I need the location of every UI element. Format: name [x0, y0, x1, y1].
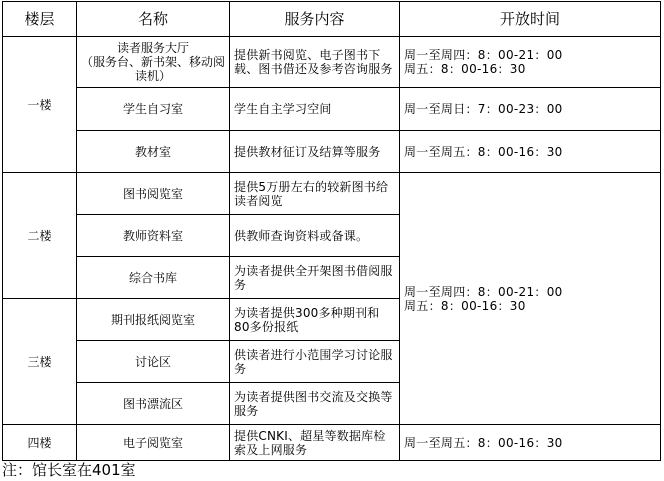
header-row — [3, 2, 661, 37]
service-cell: 提供CNKI、超星等数据库检索及上网服务 — [230, 425, 400, 461]
hours-line: 周一至周四：8：00-21：00 — [404, 284, 563, 299]
service-cell: 为读者提供300多种期刊和80多份报纸 — [230, 299, 400, 341]
room-name-cell: 图书漂流区 — [77, 383, 230, 425]
service-cell: 为读者提供图书交流及交换等服务 — [230, 383, 400, 425]
room-name-cell: 教师资料室 — [77, 215, 230, 257]
library-hours-table — [2, 1, 661, 461]
hours-cell: 周一至周日：7：00-23：00 — [400, 88, 661, 131]
table-row — [3, 425, 661, 461]
footnote: 注：馆长室在401室 — [2, 461, 136, 479]
service-cell: 提供新书阅览、电子图书下载、图书借还及参考咨询服务 — [230, 37, 400, 88]
room-name-cell: 讨论区 — [77, 341, 230, 383]
room-name-cell: 电子阅览室 — [77, 425, 230, 461]
floor-cell: 一楼 — [3, 37, 77, 173]
table-row — [3, 131, 661, 173]
hours-cell — [400, 173, 661, 425]
hours-cell: 周一至周五：8：00-16：30 — [400, 131, 661, 173]
floor-cell: 三楼 — [3, 299, 77, 425]
table-row — [3, 173, 661, 215]
header-floor: 楼层 — [3, 2, 77, 37]
service-cell: 提供5万册左右的较新图书给读者阅览 — [230, 173, 400, 215]
room-name-cell: 学生自习室 — [77, 88, 230, 131]
hours-cell: 周一至周五：8：00-16：30 — [400, 425, 661, 461]
room-name-cell — [77, 37, 230, 88]
table-row — [3, 37, 661, 88]
service-cell: 供读者进行小范围学习讨论服务 — [230, 341, 400, 383]
service-cell: 供教师查询资料或备课。 — [230, 215, 400, 257]
hours-cell — [400, 37, 661, 88]
hours-line: 周五：8：00-16：30 — [404, 62, 526, 76]
floor-cell: 四楼 — [3, 425, 77, 461]
hours-line: 周五：8：00-16：30 — [404, 298, 526, 313]
service-cell: 学生自主学习空间 — [230, 88, 400, 131]
library-hours-table-frame — [2, 1, 660, 459]
room-name: 读者服务大厅 — [116, 41, 189, 55]
room-name-sub: （服务台、新书架、移动阅读机） — [81, 55, 226, 83]
hours-line: 周一至周四：8：00-21：00 — [404, 48, 563, 62]
service-cell: 为读者提供全开架图书借阅服务 — [230, 257, 400, 299]
header-name: 名称 — [77, 2, 230, 37]
room-name-cell: 教材室 — [77, 131, 230, 173]
header-hours: 开放时间 — [400, 2, 661, 37]
room-name-cell: 期刊报纸阅览室 — [77, 299, 230, 341]
service-cell: 提供教材征订及结算等服务 — [230, 131, 400, 173]
room-name-cell: 图书阅览室 — [77, 173, 230, 215]
header-service: 服务内容 — [230, 2, 400, 37]
room-name-cell: 综合书库 — [77, 257, 230, 299]
table-row — [3, 88, 661, 131]
floor-cell: 二楼 — [3, 173, 77, 299]
